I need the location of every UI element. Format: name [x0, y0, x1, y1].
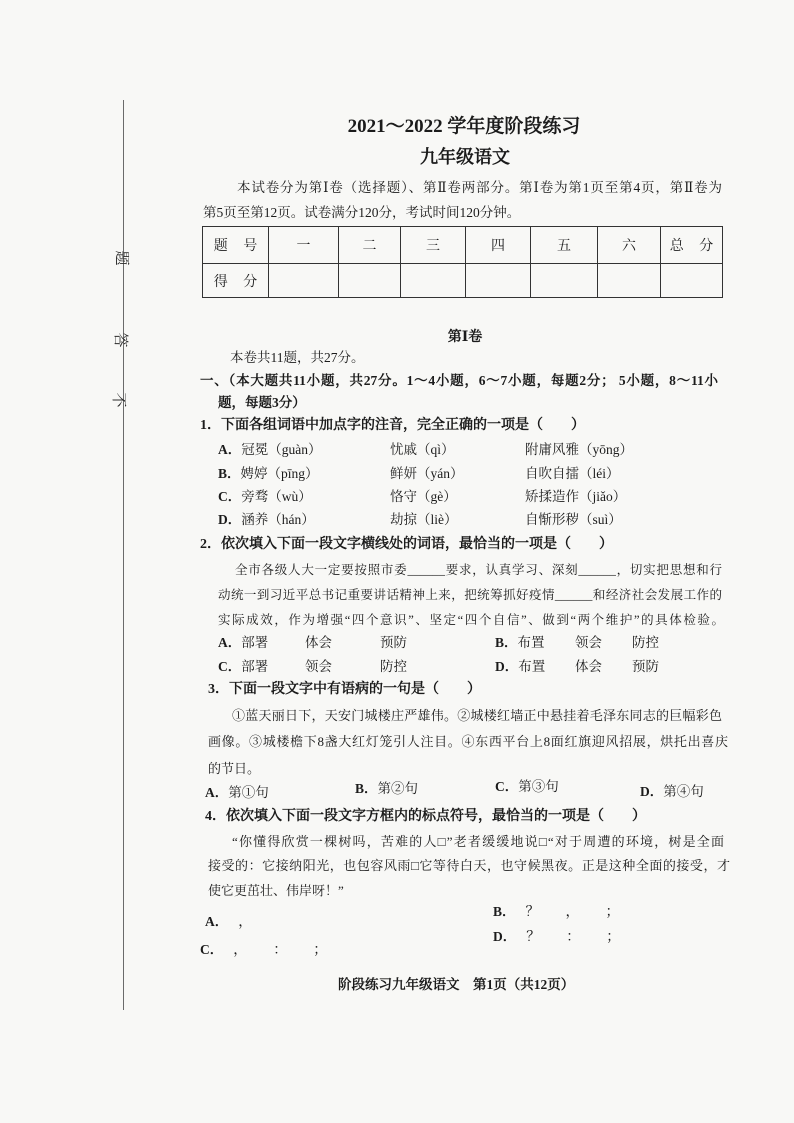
option-item: 涵养（hán）: [241, 512, 315, 527]
passage-line: 接受的：它接纳阳光，也包容风雨□它等待白天，也守候黑夜。正是这种全面的接受，才: [208, 858, 730, 873]
punctuation-mark: ；: [606, 930, 621, 945]
option-item: 领会: [305, 659, 332, 674]
score-cell: [466, 264, 531, 298]
option-item: 防控: [632, 635, 659, 650]
option-label: A．: [205, 914, 229, 929]
score-header-cell: 五: [531, 227, 598, 264]
passage-line: “你懂得欣赏一棵树吗，苦难的人□”老者缓缓地说□“对于周遭的环境，树是全面: [232, 834, 724, 849]
option: [495, 778, 559, 796]
score-table: [202, 226, 723, 298]
option-item: 旁骛（wù）: [241, 489, 312, 504]
option-item: 体会: [305, 635, 332, 650]
punctuation-mark: ：: [273, 943, 288, 958]
option: [493, 928, 646, 947]
score-cell: [661, 264, 723, 298]
score-cell: [598, 264, 661, 298]
punctuation-mark: ，: [233, 943, 248, 958]
score-header-row: [203, 227, 723, 264]
option-label: A．: [218, 635, 242, 650]
option-item: 附庸风雅（yōng）: [525, 442, 633, 457]
passage-line: 动统一到习近平总书记重要讲话精神上来，把统筹抓好疫情______和经济社会发展工作的: [218, 588, 722, 602]
option: [218, 441, 322, 459]
option-label: C．: [218, 659, 242, 674]
option-text: 第④句: [663, 784, 704, 799]
option: [218, 488, 312, 506]
score-header-cell: 总 分: [661, 227, 723, 264]
option: [218, 634, 268, 652]
option-item: 冠冕（guàn）: [241, 442, 322, 457]
option-item: 劫掠（liè）: [390, 512, 458, 527]
punctuation-mark: ？: [525, 905, 540, 920]
option-text: 第②句: [377, 781, 419, 796]
score-header-cell: 三: [401, 227, 466, 264]
passage-line: 画像。③城楼檐下8盏大红灯笼引人注目。④东西平台上8面红旗迎风招展，烘托出喜庆: [208, 734, 728, 749]
option-label: C．: [218, 489, 242, 504]
margin-char: 题: [113, 250, 129, 266]
option: [495, 658, 545, 676]
binding-line: [123, 100, 124, 1010]
passage-line: 使它更茁壮、伟岸呀！”: [208, 883, 344, 898]
score-header-cell: 六: [598, 227, 661, 264]
option-item: 预防: [380, 635, 407, 650]
option-item: 恪守（gè）: [390, 489, 457, 504]
option-text: 第①句: [228, 785, 269, 800]
option-label: D．: [493, 929, 517, 944]
option: [355, 780, 418, 798]
option: [205, 913, 278, 932]
passage-line: 实际成效，作为增强“四个意识”、坚定“四个自信”、做到“两个维护”的具体检验。: [218, 613, 724, 627]
score-header-cell: 一: [269, 227, 339, 264]
option-label: D．: [640, 784, 664, 799]
page-footer: 阶段练习九年级语文 第1页（共12页）: [338, 977, 575, 992]
option-item: 体会: [575, 659, 602, 674]
option-item: 忧戚（qì）: [390, 442, 455, 457]
question-stem: 2．依次填入下面一段文字横线处的词语，最恰当的一项是（ ）: [200, 537, 613, 552]
score-cell: [269, 264, 339, 298]
score-header-cell: 题 号: [203, 227, 269, 264]
option-label: B．: [218, 466, 241, 481]
punctuation-mark: ，: [238, 915, 253, 930]
option: [205, 784, 269, 802]
option-label: B．: [355, 781, 378, 796]
option: [218, 658, 268, 676]
part-heading: 一、（本大题共11小题，共27分。1～4小题，6～7小题，每题2分； 5小题，8～11小: [200, 373, 718, 388]
score-cell: [401, 264, 466, 298]
passage-line: 的节日。: [208, 761, 261, 776]
option-item: 自吹自擂（léi）: [525, 466, 620, 481]
part-heading: 题，每题3分）: [218, 395, 306, 410]
page-title: 2021～2022 学年度阶段练习: [347, 116, 581, 137]
option: [218, 465, 319, 483]
option: [218, 511, 315, 529]
option-item: 矫揉造作（jiǎo）: [525, 489, 627, 504]
score-header-cell: 二: [339, 227, 401, 264]
option-item: 娉婷（pīng）: [240, 466, 319, 481]
option-item: 布置: [518, 659, 546, 674]
score-row-label: 得 分: [203, 264, 269, 298]
score-row: [203, 264, 723, 298]
margin-char: 答: [112, 332, 128, 348]
punctuation-mark: ；: [313, 943, 328, 958]
punctuation-mark: ：: [566, 930, 581, 945]
option-item: 布置: [517, 635, 545, 650]
option-item: 防控: [380, 659, 407, 674]
volume-note: 本卷共11题，共27分。: [230, 350, 365, 365]
score-header-cell: 四: [466, 227, 531, 264]
volume-title: 第Ⅰ卷: [447, 330, 483, 345]
question-stem: 1．下面各组词语中加点字的注音，完全正确的一项是（ ）: [200, 418, 585, 433]
option-item: 领会: [575, 635, 602, 650]
passage-line: ①蓝天丽日下，天安门城楼庄严雄伟。②城楼红墙正中悬挂着毛泽东同志的巨幅彩色: [232, 708, 722, 723]
option-item: 部署: [241, 659, 269, 674]
passage-line: 全市各级人大一定要按照市委______要求，认真学习、深刻______，切实把思想和行: [235, 563, 722, 577]
option-item: 部署: [241, 635, 269, 650]
option-label: B．: [493, 904, 516, 919]
punctuation-mark: ；: [605, 905, 620, 920]
option-item: 鲜妍（yán）: [390, 466, 464, 481]
option-text: 第③句: [518, 779, 559, 794]
score-cell: [339, 264, 401, 298]
option-item: 自惭形秽（suì）: [525, 512, 622, 527]
intro-line: 第5页至第12页。试卷满分120分，考试时间120分钟。: [203, 205, 521, 220]
option: [493, 903, 646, 922]
question-stem: 3．下面一段文字中有语病的一句是（ ）: [208, 682, 481, 697]
option-item: 预防: [632, 659, 659, 674]
option: [200, 941, 353, 960]
punctuation-mark: ？: [526, 930, 541, 945]
option-label: B．: [495, 635, 518, 650]
punctuation-mark: ，: [565, 905, 580, 920]
option-label: C．: [495, 779, 519, 794]
question-stem: 4．依次填入下面一段文字方框内的标点符号，最恰当的一项是（ ）: [205, 809, 646, 824]
margin-char: 不: [110, 392, 126, 408]
score-cell: [531, 264, 598, 298]
option-label: A．: [218, 442, 242, 457]
option-label: D．: [495, 659, 519, 674]
option: [640, 783, 704, 801]
option-label: A．: [205, 785, 229, 800]
option-label: D．: [218, 512, 242, 527]
option: [495, 634, 545, 652]
intro-line: 本试卷分为第Ⅰ卷（选择题）、第Ⅱ卷两部分。第Ⅰ卷为第1页至第4页，第Ⅱ卷为: [237, 180, 722, 195]
page-subtitle: 九年级语文: [420, 147, 510, 167]
option-label: C．: [200, 942, 224, 957]
